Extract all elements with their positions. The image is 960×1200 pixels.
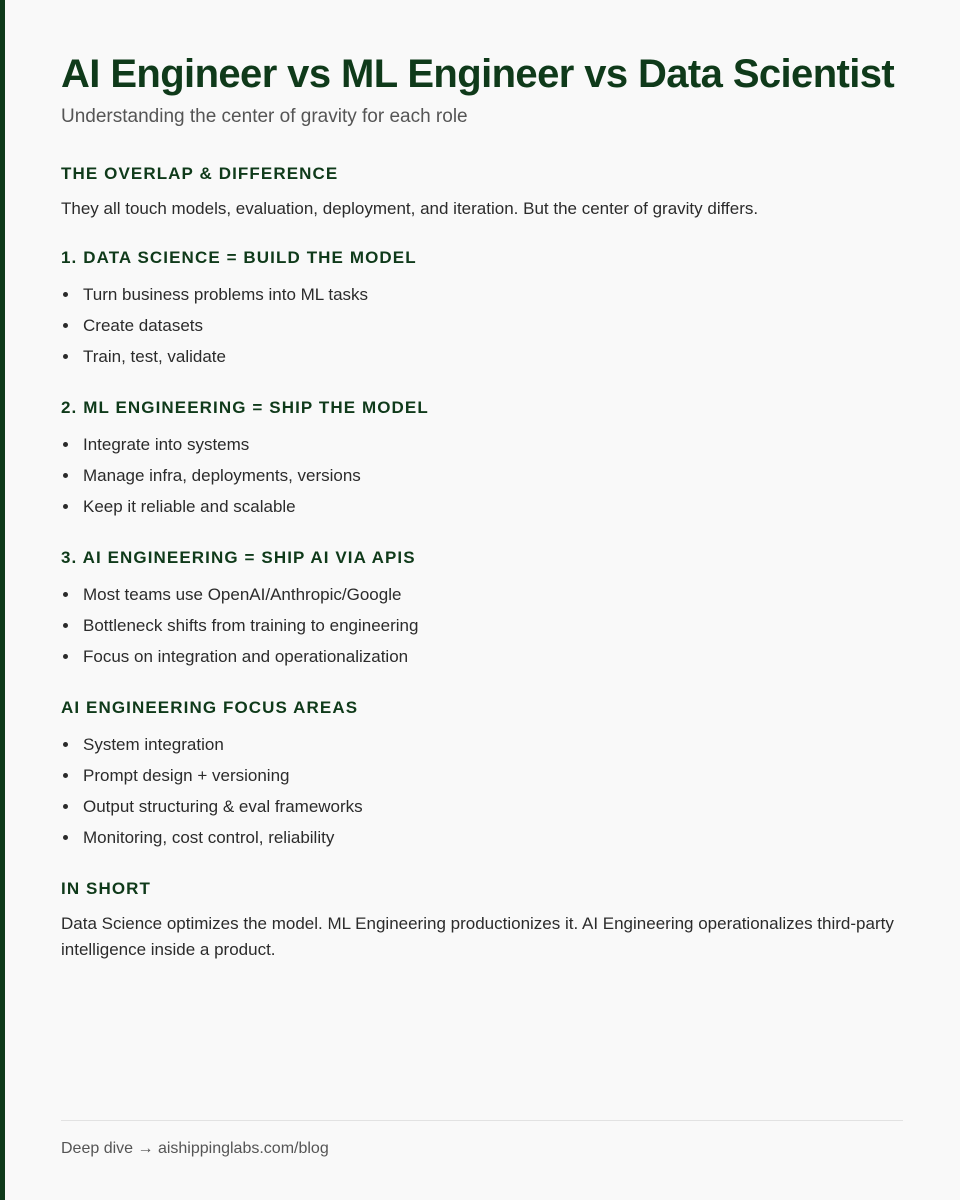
bullet-list bbox=[61, 279, 903, 372]
list-item-text: Monitoring, cost control, reliability bbox=[83, 828, 335, 847]
section-data-science bbox=[61, 247, 903, 372]
list-item bbox=[61, 341, 903, 372]
bullet-list bbox=[61, 729, 903, 853]
bullet-list bbox=[61, 429, 903, 522]
section-paragraph: Data Science optimizes the model. ML Engineering productionizes it. AI Engineering operationalizes third-party intelligence inside a product. bbox=[61, 914, 894, 959]
bullet-icon bbox=[63, 654, 68, 659]
main-content bbox=[61, 50, 903, 963]
section-ai-engineering bbox=[61, 547, 903, 672]
list-item bbox=[61, 429, 903, 460]
page-subtitle: Understanding the center of gravity for each role bbox=[61, 106, 468, 127]
list-item bbox=[61, 791, 903, 822]
bullet-icon bbox=[63, 592, 68, 597]
list-item bbox=[61, 460, 903, 491]
list-item-text: Output structuring & eval frameworks bbox=[83, 797, 363, 816]
list-item bbox=[61, 822, 903, 853]
list-item-text: Create datasets bbox=[83, 316, 204, 335]
bullet-icon bbox=[63, 835, 68, 840]
section-heading: 1. DATA SCIENCE = BUILD THE MODEL bbox=[61, 248, 417, 267]
section-heading: 3. AI ENGINEERING = SHIP AI VIA APIS bbox=[61, 548, 416, 567]
list-item bbox=[61, 610, 903, 641]
list-item-text: Bottleneck shifts from training to engineering bbox=[83, 616, 419, 635]
section-heading: 2. ML ENGINEERING = SHIP THE MODEL bbox=[61, 398, 429, 417]
bullet-icon bbox=[63, 473, 68, 478]
list-item-text: Focus on integration and operationalization bbox=[83, 647, 409, 666]
list-item bbox=[61, 579, 903, 610]
list-item-text: Train, test, validate bbox=[83, 347, 226, 366]
section-ml-engineering bbox=[61, 397, 903, 522]
bullet-icon bbox=[63, 354, 68, 359]
bullet-icon bbox=[63, 623, 68, 628]
list-item-text: Integrate into systems bbox=[83, 435, 250, 454]
section-overlap bbox=[61, 163, 903, 222]
bullet-icon bbox=[63, 742, 68, 747]
section-heading: IN SHORT bbox=[61, 879, 152, 898]
page-title: AI Engineer vs ML Engineer vs Data Scientist bbox=[61, 52, 895, 96]
section-focus-areas bbox=[61, 697, 903, 853]
section-in-short bbox=[61, 878, 903, 963]
bullet-icon bbox=[63, 442, 68, 447]
footer-link-text: Deep dive → aishippinglabs.com/blog bbox=[61, 1140, 329, 1157]
list-item-text: Manage infra, deployments, versions bbox=[83, 466, 361, 485]
list-item-text: Most teams use OpenAI/Anthropic/Google bbox=[83, 585, 402, 604]
footer bbox=[61, 1120, 903, 1159]
bullet-icon bbox=[63, 504, 68, 509]
bullet-icon bbox=[63, 773, 68, 778]
list-item bbox=[61, 310, 903, 341]
list-item bbox=[61, 760, 903, 791]
bullet-icon bbox=[63, 804, 68, 809]
bullet-icon bbox=[63, 323, 68, 328]
section-heading: AI ENGINEERING FOCUS AREAS bbox=[61, 698, 359, 717]
list-item-text: System integration bbox=[83, 735, 224, 754]
list-item bbox=[61, 641, 903, 672]
bullet-list bbox=[61, 579, 903, 672]
list-item bbox=[61, 729, 903, 760]
list-item bbox=[61, 279, 903, 310]
section-paragraph: They all touch models, evaluation, deployment, and iteration. But the center of gravity differs. bbox=[61, 199, 759, 218]
accent-bar bbox=[0, 0, 5, 1200]
section-heading: THE OVERLAP & DIFFERENCE bbox=[61, 164, 339, 183]
list-item-text: Keep it reliable and scalable bbox=[83, 497, 296, 516]
bullet-icon bbox=[63, 292, 68, 297]
list-item-text: Turn business problems into ML tasks bbox=[83, 285, 369, 304]
list-item bbox=[61, 491, 903, 522]
list-item-text: Prompt design + versioning bbox=[83, 766, 290, 785]
